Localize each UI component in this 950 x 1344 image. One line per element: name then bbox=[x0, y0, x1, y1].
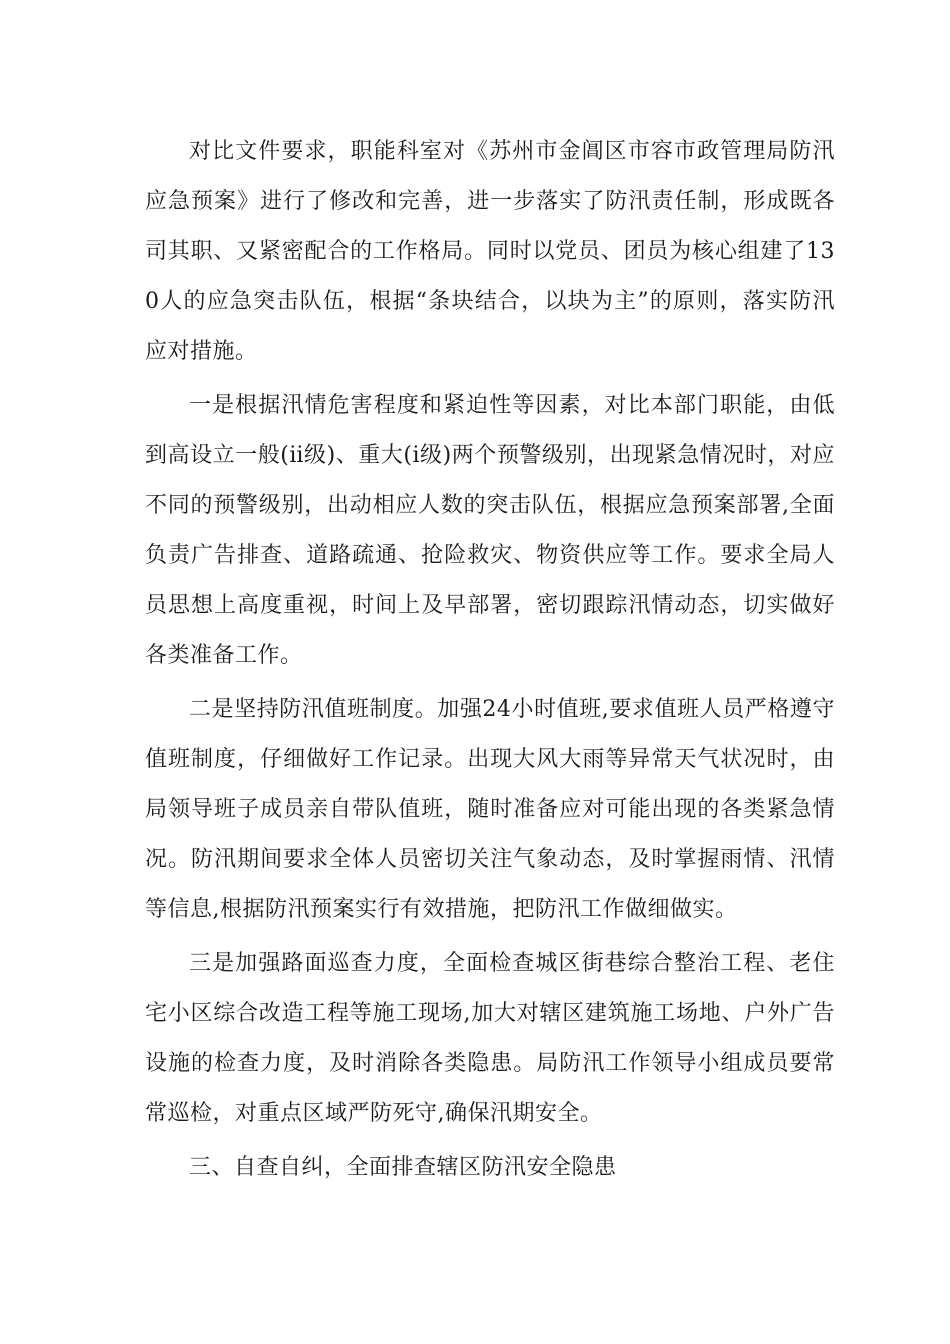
document-body bbox=[145, 127, 835, 1193]
paragraph-contingency-plan: 对比文件要求，职能科室对《苏州市金阊区市容市政管理局防汛应急预案》进行了修改和完善，进一步落实了防汛责任制，形成既各司其职、又紧密配合的工作格局。同时以党员、团员为核心组建了130人的应急突击队伍，根据“条块结合，以块为主”的原则，落实防汛应对措施。 bbox=[145, 139, 835, 364]
section-heading: 三、自查自纠，全面排查辖区防汛安全隐患 bbox=[189, 1155, 617, 1180]
paragraph-duty-system: 二是坚持防汛值班制度。加强24小时值班,要求值班人员严格遵守值班制度，仔细做好工作记录。出现大风大雨等异常天气状况时，由局领导班子成员亲自带队值班，随时准备应对可能出现的各类紧急情况。防汛期间要求全体人员密切关注气象动态，及时掌握雨情、汛情等信息,根据防汛预案实行有效措施，把防汛工作做细做实。 bbox=[145, 697, 835, 922]
paragraph-warning-levels: 一是根据汛情危害程度和紧迫性等因素，对比本部门职能，由低到高设立一般(ⅱ级)、重大(ⅰ级)两个预警级别，出现紧急情况时，对应不同的预警级别，出动相应人数的突击队伍，根据应急预案部署,全面负责广告排查、道路疏通、抢险救灾、物资供应等工作。要求全局人员思想上高度重视，时间上及早部署，密切跟踪汛情动态，切实做好各类准备工作。 bbox=[145, 393, 835, 668]
paragraph-road-inspection: 三是加强路面巡查力度，全面检查城区街巷综合整治工程、老住宅小区综合改造工程等施工现场,加大对辖区建筑施工场地、户外广告设施的检查力度，及时消除各类隐患。局防汛工作领导小组成员要常常巡检，对重点区域严防死守,确保汛期安全。 bbox=[145, 951, 835, 1126]
